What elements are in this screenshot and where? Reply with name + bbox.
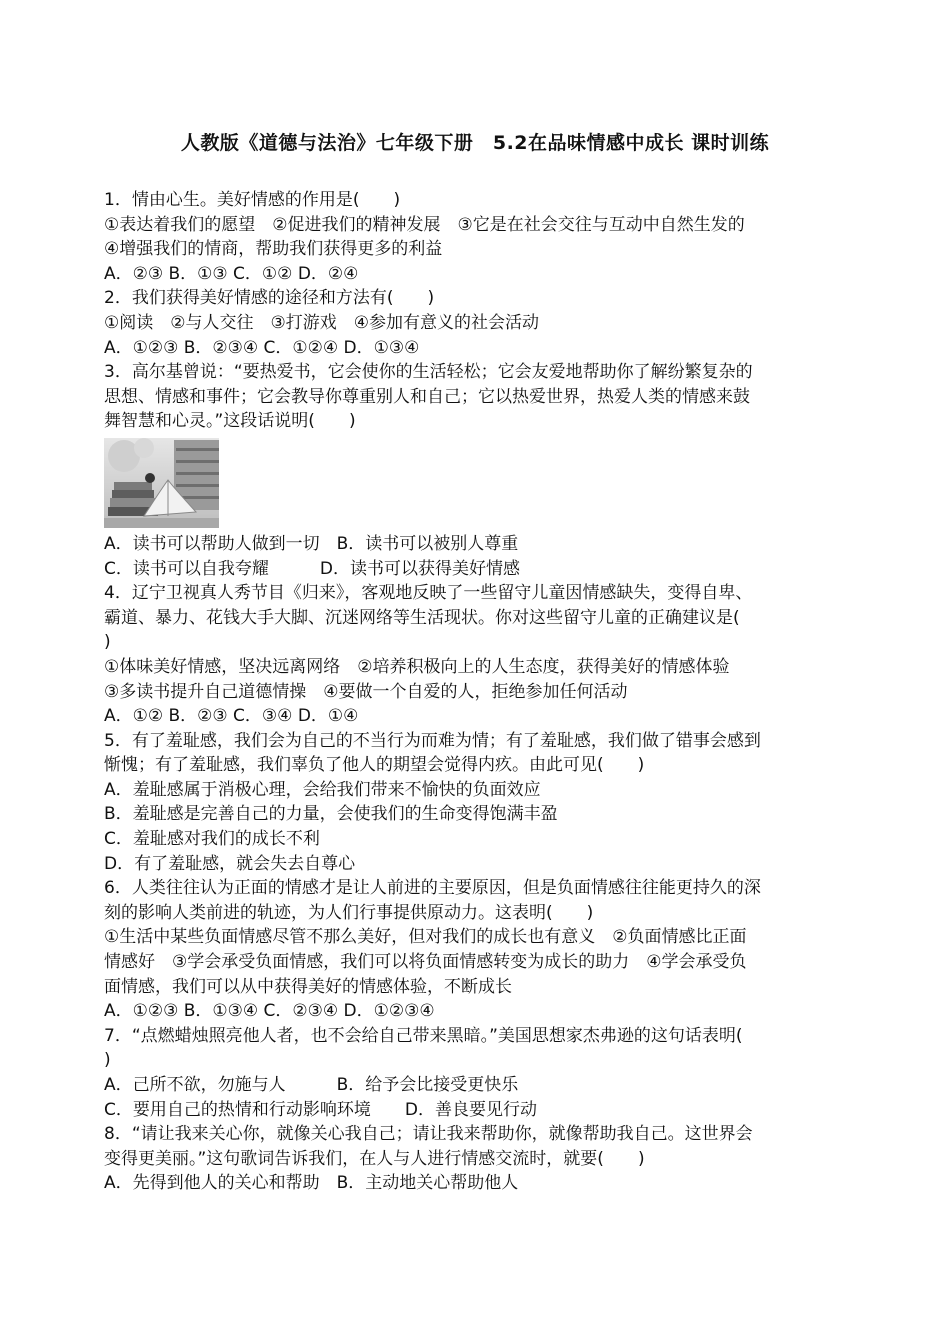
question-5-stem-cont: 惭愧；有了羞耻感，我们辜负了他人的期望会觉得内疚。由此可见( ) [104,755,645,776]
books-photo [104,438,219,528]
question-5-option-d: D．有了羞耻感，就会失去自尊心 [104,853,356,874]
question-4-stem-cont: 霸道、暴力、花钱大手大脚、沉迷网络等生活现状。你对这些留守儿童的正确建议是( [104,607,740,628]
question-4-options: A．①② B．②③ C．③④ D．①④ [104,706,359,727]
question-8-stem: 8．“请让我来关心你，就像关心我自己；请让我来帮助你，就像帮助我自己。这世界会 [104,1124,753,1145]
question-2-stem: 2．我们获得美好情感的途径和方法有( ) [104,288,435,309]
question-1-stem: 1．情由心生。美好情感的作用是( ) [104,190,401,210]
question-2-statements: ①阅读 ②与人交往 ③打游戏 ④参加有意义的社会活动 [104,312,539,333]
question-7-options-cd: C．要用自己的热情和行动影响环境 D．善良要见行动 [104,1099,537,1120]
question-6-options: A．①②③ B．①③④ C．②③④ D．①②③④ [104,1001,435,1022]
question-7 [104,1024,852,1122]
question-4-statements-b: ③多读书提升自己道德情操 ④要做一个自爱的人，拒绝参加任何活动 [104,681,628,702]
question-4 [104,581,852,729]
question-8-stem-cont: 变得更美丽。”这句歌词告诉我们，在人与人进行情感交流时，就要( ) [104,1148,645,1169]
question-7-stem: 7．“点燃蜡烛照亮他人者，也不会给自己带来黑暗。”美国思想家杰弗逊的这句话表明( [104,1025,743,1046]
question-7-options-ab: A．己所不欲，勿施与人 B．给予会比接受更快乐 [104,1075,519,1095]
question-1-options: A．②③ B．①③ C．①② D．②④ [104,263,359,284]
question-6-statements-a: ①生活中某些负面情感尽管不那么美好，但对我们的成长也有意义 ②负面情感比正面 [104,927,747,948]
question-5-option-c: C．羞耻感对我们的成长不利 [104,829,320,850]
question-6 [104,876,852,1024]
question-4-statements-a: ①体味美好情感，坚决远离网络 ②培养积极向上的人生态度，获得美好的情感体验 [104,656,730,677]
question-3-stem: 3．高尔基曾说：“要热爱书，它会使你的生活轻松；它会友爱地帮助你了解纷繁复杂的 [104,362,753,383]
question-2 [104,286,852,360]
page-title: 人教版《道德与法治》七年级下册 5.2在品味情感中成长 课时训练 [180,132,770,154]
question-6-statements-c: 面情感，我们可以从中获得美好的情感体验，不断成长 [104,976,512,997]
question-1 [104,188,852,286]
question-8 [104,1122,852,1196]
question-6-stem-cont: 刻的影响人类前进的轨迹，为人们行事提供原动力。这表明( ) [104,902,594,923]
question-3-options-ab: A．读书可以帮助人做到一切 B．读书可以被别人尊重 [104,533,519,554]
question-5-option-b: B．羞耻感是完善自己的力量，会使我们的生命变得饱满丰盈 [104,804,558,825]
question-4-stem-end: ) [104,632,111,653]
question-3-stem-end: 舞智慧和心灵。”这段话说明( ) [104,411,356,432]
question-5-option-a: A．羞耻感属于消极心理，会给我们带来不愉快的负面效应 [104,779,541,800]
question-8-options-ab: A．先得到他人的关心和帮助 B．主动地关心帮助他人 [104,1173,519,1194]
question-2-options: A．①②③ B．②③④ C．①②④ D．①③④ [104,337,420,358]
question-1-statements-b: ④增强我们的情商，帮助我们获得更多的利益 [104,239,443,260]
question-4-stem: 4．辽宁卫视真人秀节目《归来》，客观地反映了一些留守儿童因情感缺失，变得自卑、 [104,583,753,604]
question-5-stem: 5．有了羞耻感，我们会为自己的不当行为而难为情；有了羞耻感，我们做了错事会感到 [104,730,761,751]
question-6-stem: 6．人类往往认为正面的情感才是让人前进的主要原因，但是负面情感往往能更持久的深 [104,878,761,899]
question-3 [104,360,852,581]
question-6-statements-b: 情感好 ③学会承受负面情感，我们可以将负面情感转变为成长的助力 ④学会承受负 [104,952,747,973]
question-5 [104,729,852,877]
question-list [104,188,852,1196]
question-3-stem-cont: 思想、情感和事件；它会教导你尊重别人和自己；它以热爱世界，热爱人类的情感来鼓 [104,386,750,407]
question-3-options-cd: C．读书可以自我夸耀 D．读书可以获得美好情感 [104,558,520,579]
question-1-statements-a: ①表达着我们的愿望 ②促进我们的精神发展 ③它是在社会交往与互动中自然生发的 [104,214,745,235]
question-7-stem-end: ) [104,1050,111,1071]
